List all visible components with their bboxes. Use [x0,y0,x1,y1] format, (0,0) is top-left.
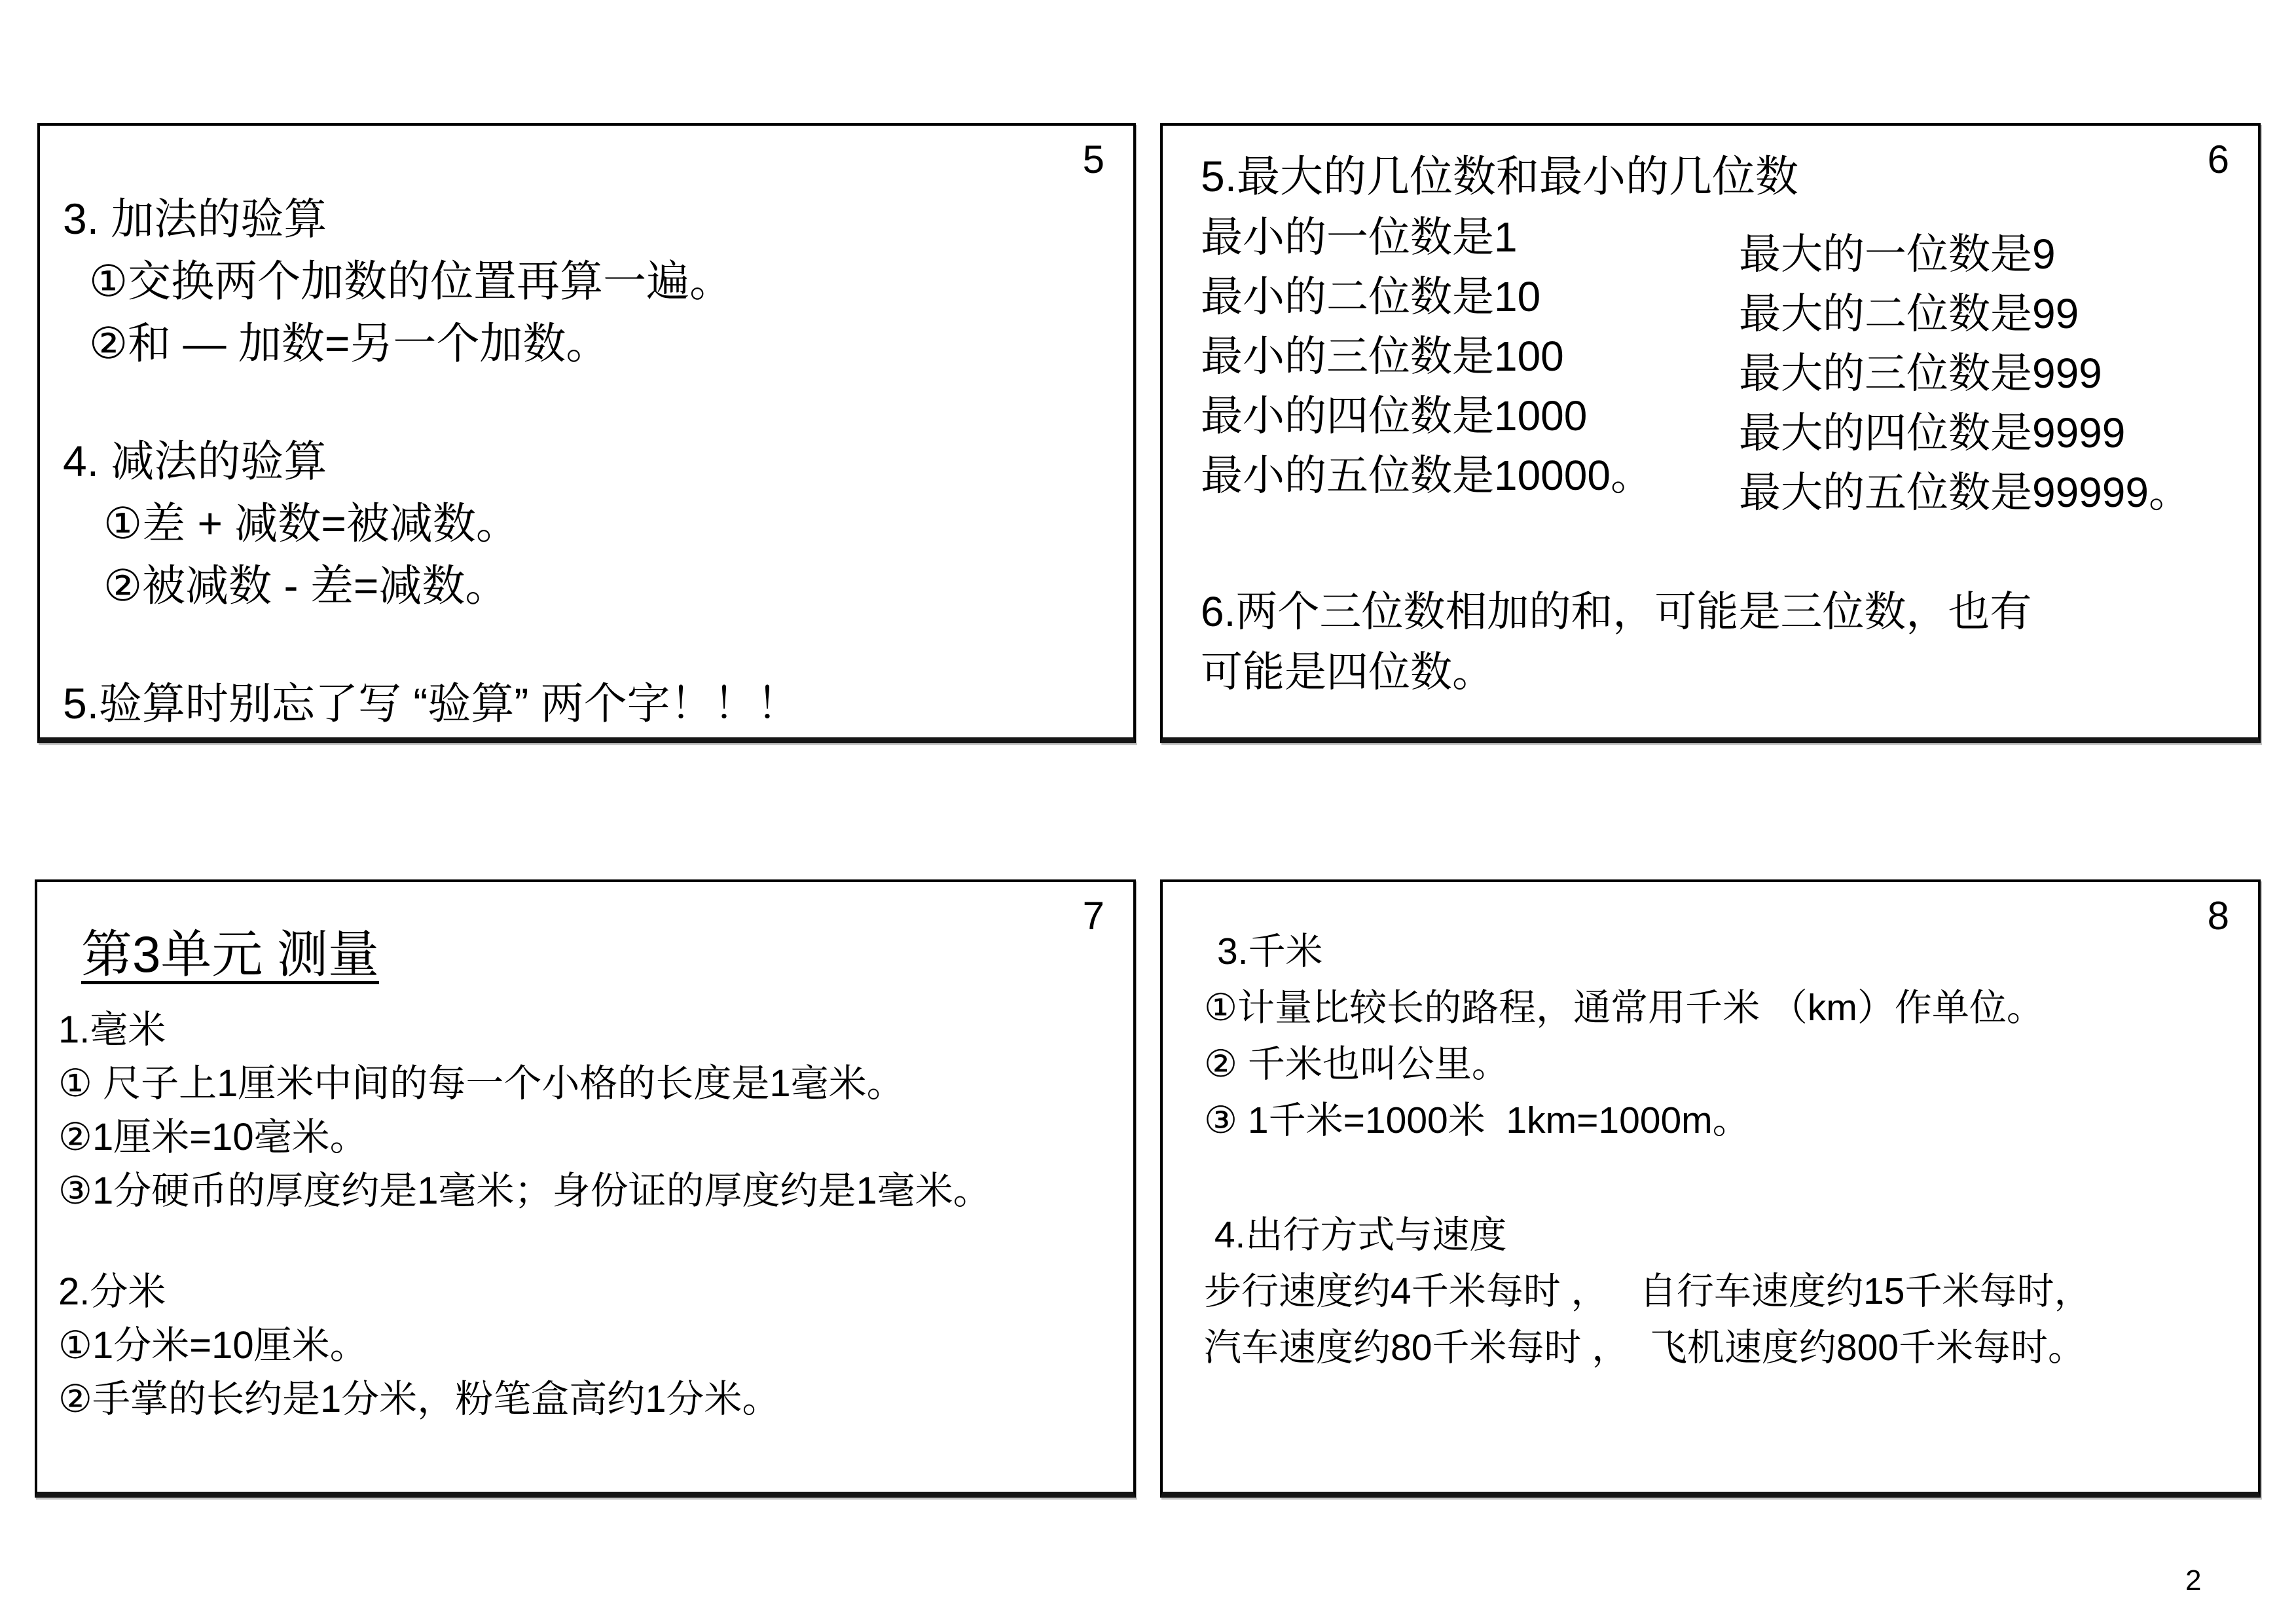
text-line: ②1厘米=10毫米。 [58,1116,368,1158]
text-line: 汽车速度约80千米每时 ， 飞机速度约800千米每时。 [1204,1327,2086,1369]
slide-number: 8 [2207,894,2229,938]
slide-panel-7 [35,879,1136,1498]
slide-number: 6 [2207,138,2229,181]
text-line: 最小的二位数是10 [1201,273,1541,320]
text-line: ②被减数 - 差=减数。 [103,561,509,610]
text-line: 最小的一位数是1 [1201,213,1518,261]
slide-panel-5 [37,123,1136,743]
text-line: 最大的三位数是999 [1739,350,2102,397]
slide-8-text [1163,882,2258,1376]
text-line: 3.千米 [1217,931,1323,972]
text-line: 6.两个三位数相加的和，可能是三位数，也有 [1201,588,2032,635]
text-line: 4.出行方式与速度 [1204,1214,1507,1256]
text-line: 步行速度约4千米每时 ， 自行车速度约15千米每时， [1204,1270,2092,1312]
text-line: ① 尺子上1厘米中间的每一个小格的长度是1毫米。 [58,1062,905,1105]
text-line: ②手掌的长约是1分米，粉笔盒高约1分米。 [58,1378,780,1420]
slide-panel-6 [1160,123,2261,743]
text-line: 最大的二位数是99 [1739,290,2079,337]
smallest-numbers-column [1201,208,1739,523]
slide-panel-8 [1160,879,2261,1498]
text-line: 4. 减法的验算 [63,437,327,485]
slide-6-columns [1163,208,2258,523]
slide-5-text [40,126,1133,735]
text-line: ② 千米也叫公里。 [1204,1043,1509,1085]
text-line: ②和 — 加数=另一个加数。 [89,319,610,367]
text-line: ①1分米=10厘米。 [58,1324,368,1367]
slide-6-heading: 5.最大的几位数和最小的几位数 [1201,152,1799,200]
largest-numbers-column [1739,208,2191,523]
text-line: ①差 + 减数=被减数。 [103,499,519,547]
slide-6-note [1163,581,2258,702]
text-line: 可能是四位数。 [1201,648,1494,695]
slide-number: 5 [1082,138,1104,181]
text-line: ③1分硬币的厚度约是1毫米；身份证的厚度约是1毫米。 [58,1170,991,1212]
text-line: 最大的一位数是9 [1739,231,2056,278]
text-line: 3. 加法的验算 [63,194,327,243]
slide-number: 7 [1082,894,1104,938]
text-line: 最小的四位数是1000 [1201,392,1588,439]
slide-7-heading [37,882,1133,990]
text-line: ①计量比较长的路程，通常用千米 （km）作单位。 [1204,987,2044,1029]
slide-7-text [37,990,1133,1426]
text-line: ①交换两个加数的位置再算一遍。 [89,257,733,305]
text-line: ③ 1千米=1000米 1km=1000m。 [1204,1099,1750,1141]
text-line: 最大的四位数是9999 [1739,409,2126,456]
text-line: 5.验算时别忘了写 “验算” 两个字！！！ [63,679,800,728]
text-line: 最小的三位数是100 [1201,333,1564,380]
slide-7-heading-text: 第3单元 测量 [81,925,380,983]
text-line: 最大的五位数是99999。 [1739,469,2191,516]
text-line: 2.分米 [58,1270,166,1313]
text-line: 最小的五位数是10000。 [1201,452,1652,499]
page-number: 2 [2185,1564,2202,1596]
text-line: 1.毫米 [58,1008,166,1051]
